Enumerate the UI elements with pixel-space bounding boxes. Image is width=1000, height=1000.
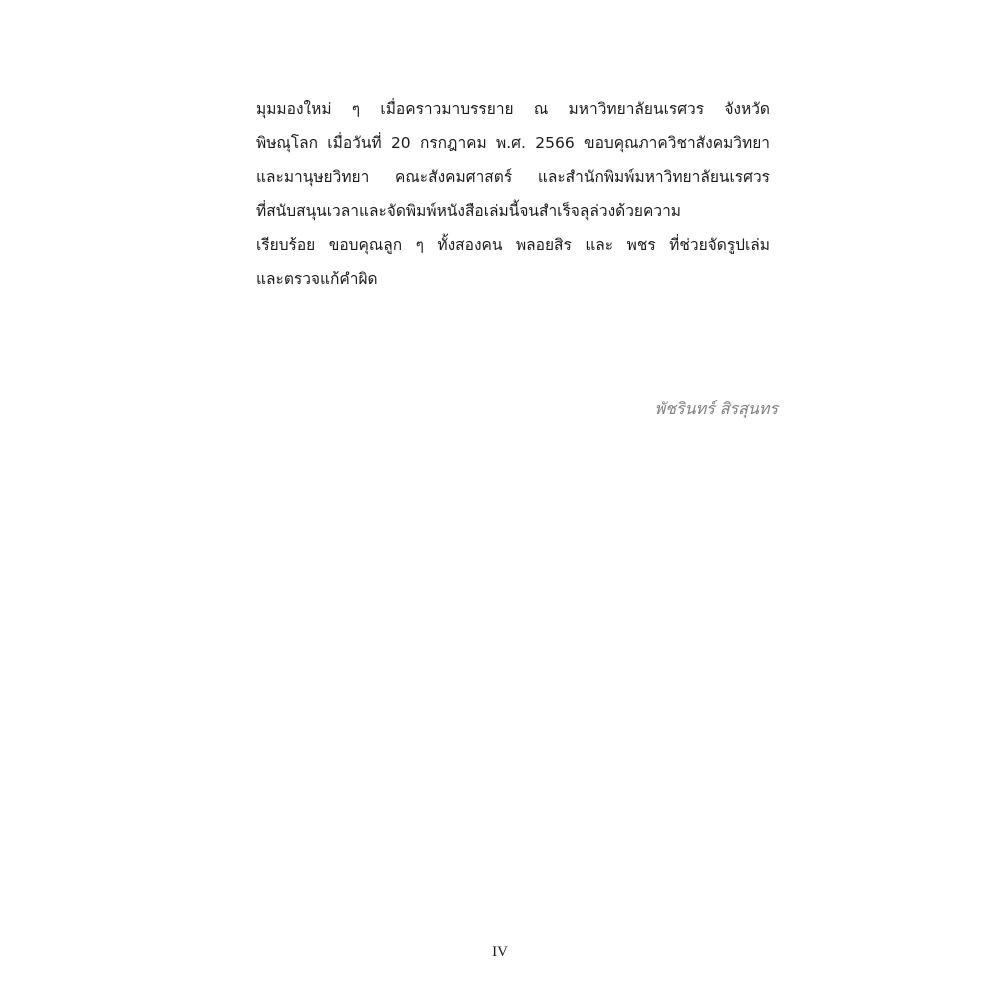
paragraph-line-2: พิษณุโลก เมื่อวันที่ 20 กรกฎาคม พ.ศ. 2566 ขอบคุณภาควิชาสังคมวิทยา bbox=[256, 134, 770, 152]
acknowledgement-paragraph bbox=[256, 92, 770, 296]
paragraph-line-3: และมานุษยวิทยา คณะสังคมศาสตร์ และสำนักพิมพ์มหาวิทยาลัยนเรศวร bbox=[256, 168, 770, 186]
page-number: IV bbox=[492, 944, 508, 960]
paragraph-line-4: ที่สนับสนุนเวลาและจัดพิมพ์หนังสือเล่มนี้จนสำเร็จลุล่วงด้วยความ bbox=[256, 202, 682, 220]
paragraph-line-5: เรียบร้อย ขอบคุณลูก ๆ ทั้งสองคน พลอยสิร และ พชร ที่ช่วยจัดรูปเล่ม bbox=[256, 236, 770, 254]
paragraph-line-1: มุมมองใหม่ ๆ เมื่อคราวมาบรรยาย ณ มหาวิทยาลัยนเรศวร จังหวัด bbox=[256, 100, 770, 118]
paragraph-line-6: และตรวจแก้คำผิด bbox=[256, 270, 378, 288]
author-signature: พัชรินทร์ สิรสุนทร bbox=[654, 399, 778, 418]
